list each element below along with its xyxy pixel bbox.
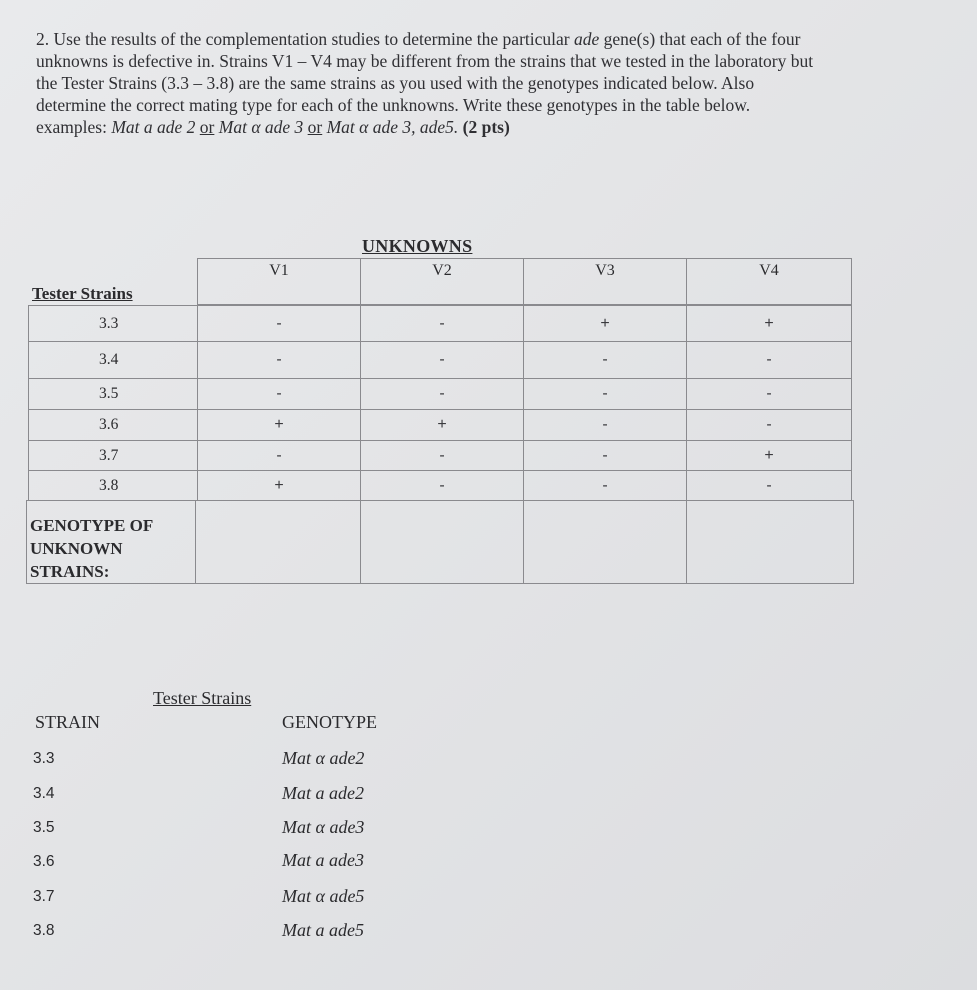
- question-line-1: 2. Use the results of the complementation studies to determine the particular ade gene(s) that each of the four: [36, 29, 801, 49]
- tester-strain: 3.7: [33, 888, 55, 905]
- cell-3.7-v1: [197, 440, 361, 471]
- result-mark: -: [439, 476, 445, 494]
- result-mark: +: [274, 416, 284, 433]
- result-mark: +: [764, 314, 774, 332]
- result-mark: -: [602, 476, 608, 494]
- genotype-header: GENOTYPE: [282, 712, 377, 732]
- tester-strains-label: Tester Strains: [32, 284, 133, 303]
- cell-3.5-v2: [360, 378, 524, 410]
- column-header-v4: V4: [686, 258, 852, 305]
- question-line-4: determine the correct mating type for each of the unknowns. Write these genotypes in the table below.: [36, 95, 751, 115]
- cell-3.8-v4: [686, 470, 852, 501]
- result-mark: -: [602, 446, 608, 464]
- column-header-v3: V3: [523, 258, 687, 305]
- genotype-input-v1[interactable]: [195, 500, 361, 584]
- result-mark: +: [437, 416, 447, 433]
- cell-3.7-v2: [360, 440, 524, 471]
- cell-3.3-v4: [686, 305, 852, 342]
- tester-strain: 3.3: [33, 750, 55, 767]
- question-text: [36, 28, 966, 138]
- result-mark: -: [276, 314, 282, 332]
- result-mark: -: [439, 351, 445, 368]
- cell-3.4-v1: [197, 341, 361, 379]
- cell-3.5-v3: [523, 378, 687, 410]
- cell-3.4-v2: [360, 341, 524, 379]
- tester-genotype: Mat α ade5: [282, 886, 365, 906]
- result-mark: -: [602, 385, 608, 402]
- row-strain-3.7: 3.7: [28, 440, 198, 471]
- result-mark: -: [602, 351, 608, 368]
- tester-strains-title: Tester Strains: [153, 688, 252, 708]
- result-mark: -: [602, 416, 608, 433]
- question-line-3: the Tester Strains (3.3 – 3.8) are the same strains as you used with the genotypes indicated below. Also: [36, 73, 755, 93]
- cell-3.4-v3: [523, 341, 687, 379]
- tester-strain: 3.4: [33, 785, 55, 802]
- result-mark: -: [276, 385, 282, 402]
- result-mark: -: [439, 385, 445, 402]
- tester-genotype: Mat a ade3: [282, 850, 364, 870]
- cell-3.8-v3: [523, 470, 687, 501]
- cell-3.3-v2: [360, 305, 524, 342]
- row-strain-3.5: 3.5: [28, 378, 198, 410]
- result-mark: +: [600, 314, 610, 332]
- tester-strain: 3.8: [33, 922, 55, 939]
- result-mark: -: [439, 446, 445, 464]
- result-mark: -: [766, 385, 772, 402]
- unknowns-title: UNKNOWNS: [362, 236, 473, 256]
- cell-3.6-v3: [523, 409, 687, 441]
- genotype-input-v4[interactable]: [686, 500, 854, 584]
- result-mark: -: [766, 351, 772, 368]
- cell-3.3-v1: [197, 305, 361, 342]
- cell-3.6-v2: [360, 409, 524, 441]
- question-line-2: unknowns is defective in. Strains V1 – V4 may be different from the strains that we tested in the laboratory but: [36, 51, 814, 71]
- tester-strain: 3.6: [33, 853, 55, 870]
- column-header-v2: V2: [360, 258, 524, 305]
- row-strain-3.3: 3.3: [28, 305, 198, 342]
- cell-3.6-v4: [686, 409, 852, 441]
- genotype-input-v3[interactable]: [523, 500, 687, 584]
- cell-3.3-v3: [523, 305, 687, 342]
- row-strain-3.4: 3.4: [28, 341, 198, 379]
- cell-3.8-v2: [360, 470, 524, 501]
- row-strain-3.8: 3.8: [28, 470, 198, 501]
- result-mark: +: [764, 446, 774, 464]
- cell-3.6-v1: [197, 409, 361, 441]
- cell-3.8-v1: [197, 470, 361, 501]
- cell-3.5-v1: [197, 378, 361, 410]
- result-mark: -: [766, 476, 772, 494]
- tester-genotype: Mat α ade3: [282, 817, 365, 837]
- cell-3.7-v4: [686, 440, 852, 471]
- cell-3.4-v4: [686, 341, 852, 379]
- cell-3.5-v4: [686, 378, 852, 410]
- genotype-row-label: GENOTYPE OF UNKNOWN STRAINS:: [30, 516, 154, 581]
- tester-genotype: Mat α ade2: [282, 748, 365, 768]
- result-mark: -: [276, 351, 282, 368]
- result-mark: -: [276, 446, 282, 464]
- tester-genotype: Mat a ade2: [282, 783, 364, 803]
- result-mark: +: [274, 476, 284, 494]
- tester-genotype: Mat a ade5: [282, 920, 364, 940]
- result-mark: -: [439, 314, 445, 332]
- question-line-5: examples: Mat a ade 2 or Mat α ade 3 or Mat α ade 3, ade5. (2 pts): [36, 117, 510, 137]
- result-mark: -: [766, 416, 772, 433]
- tester-strain: 3.5: [33, 819, 55, 836]
- strain-header: STRAIN: [35, 712, 101, 732]
- column-header-v1: V1: [197, 258, 361, 305]
- genotype-input-v2[interactable]: [360, 500, 524, 584]
- row-strain-3.6: 3.6: [28, 409, 198, 441]
- cell-3.7-v3: [523, 440, 687, 471]
